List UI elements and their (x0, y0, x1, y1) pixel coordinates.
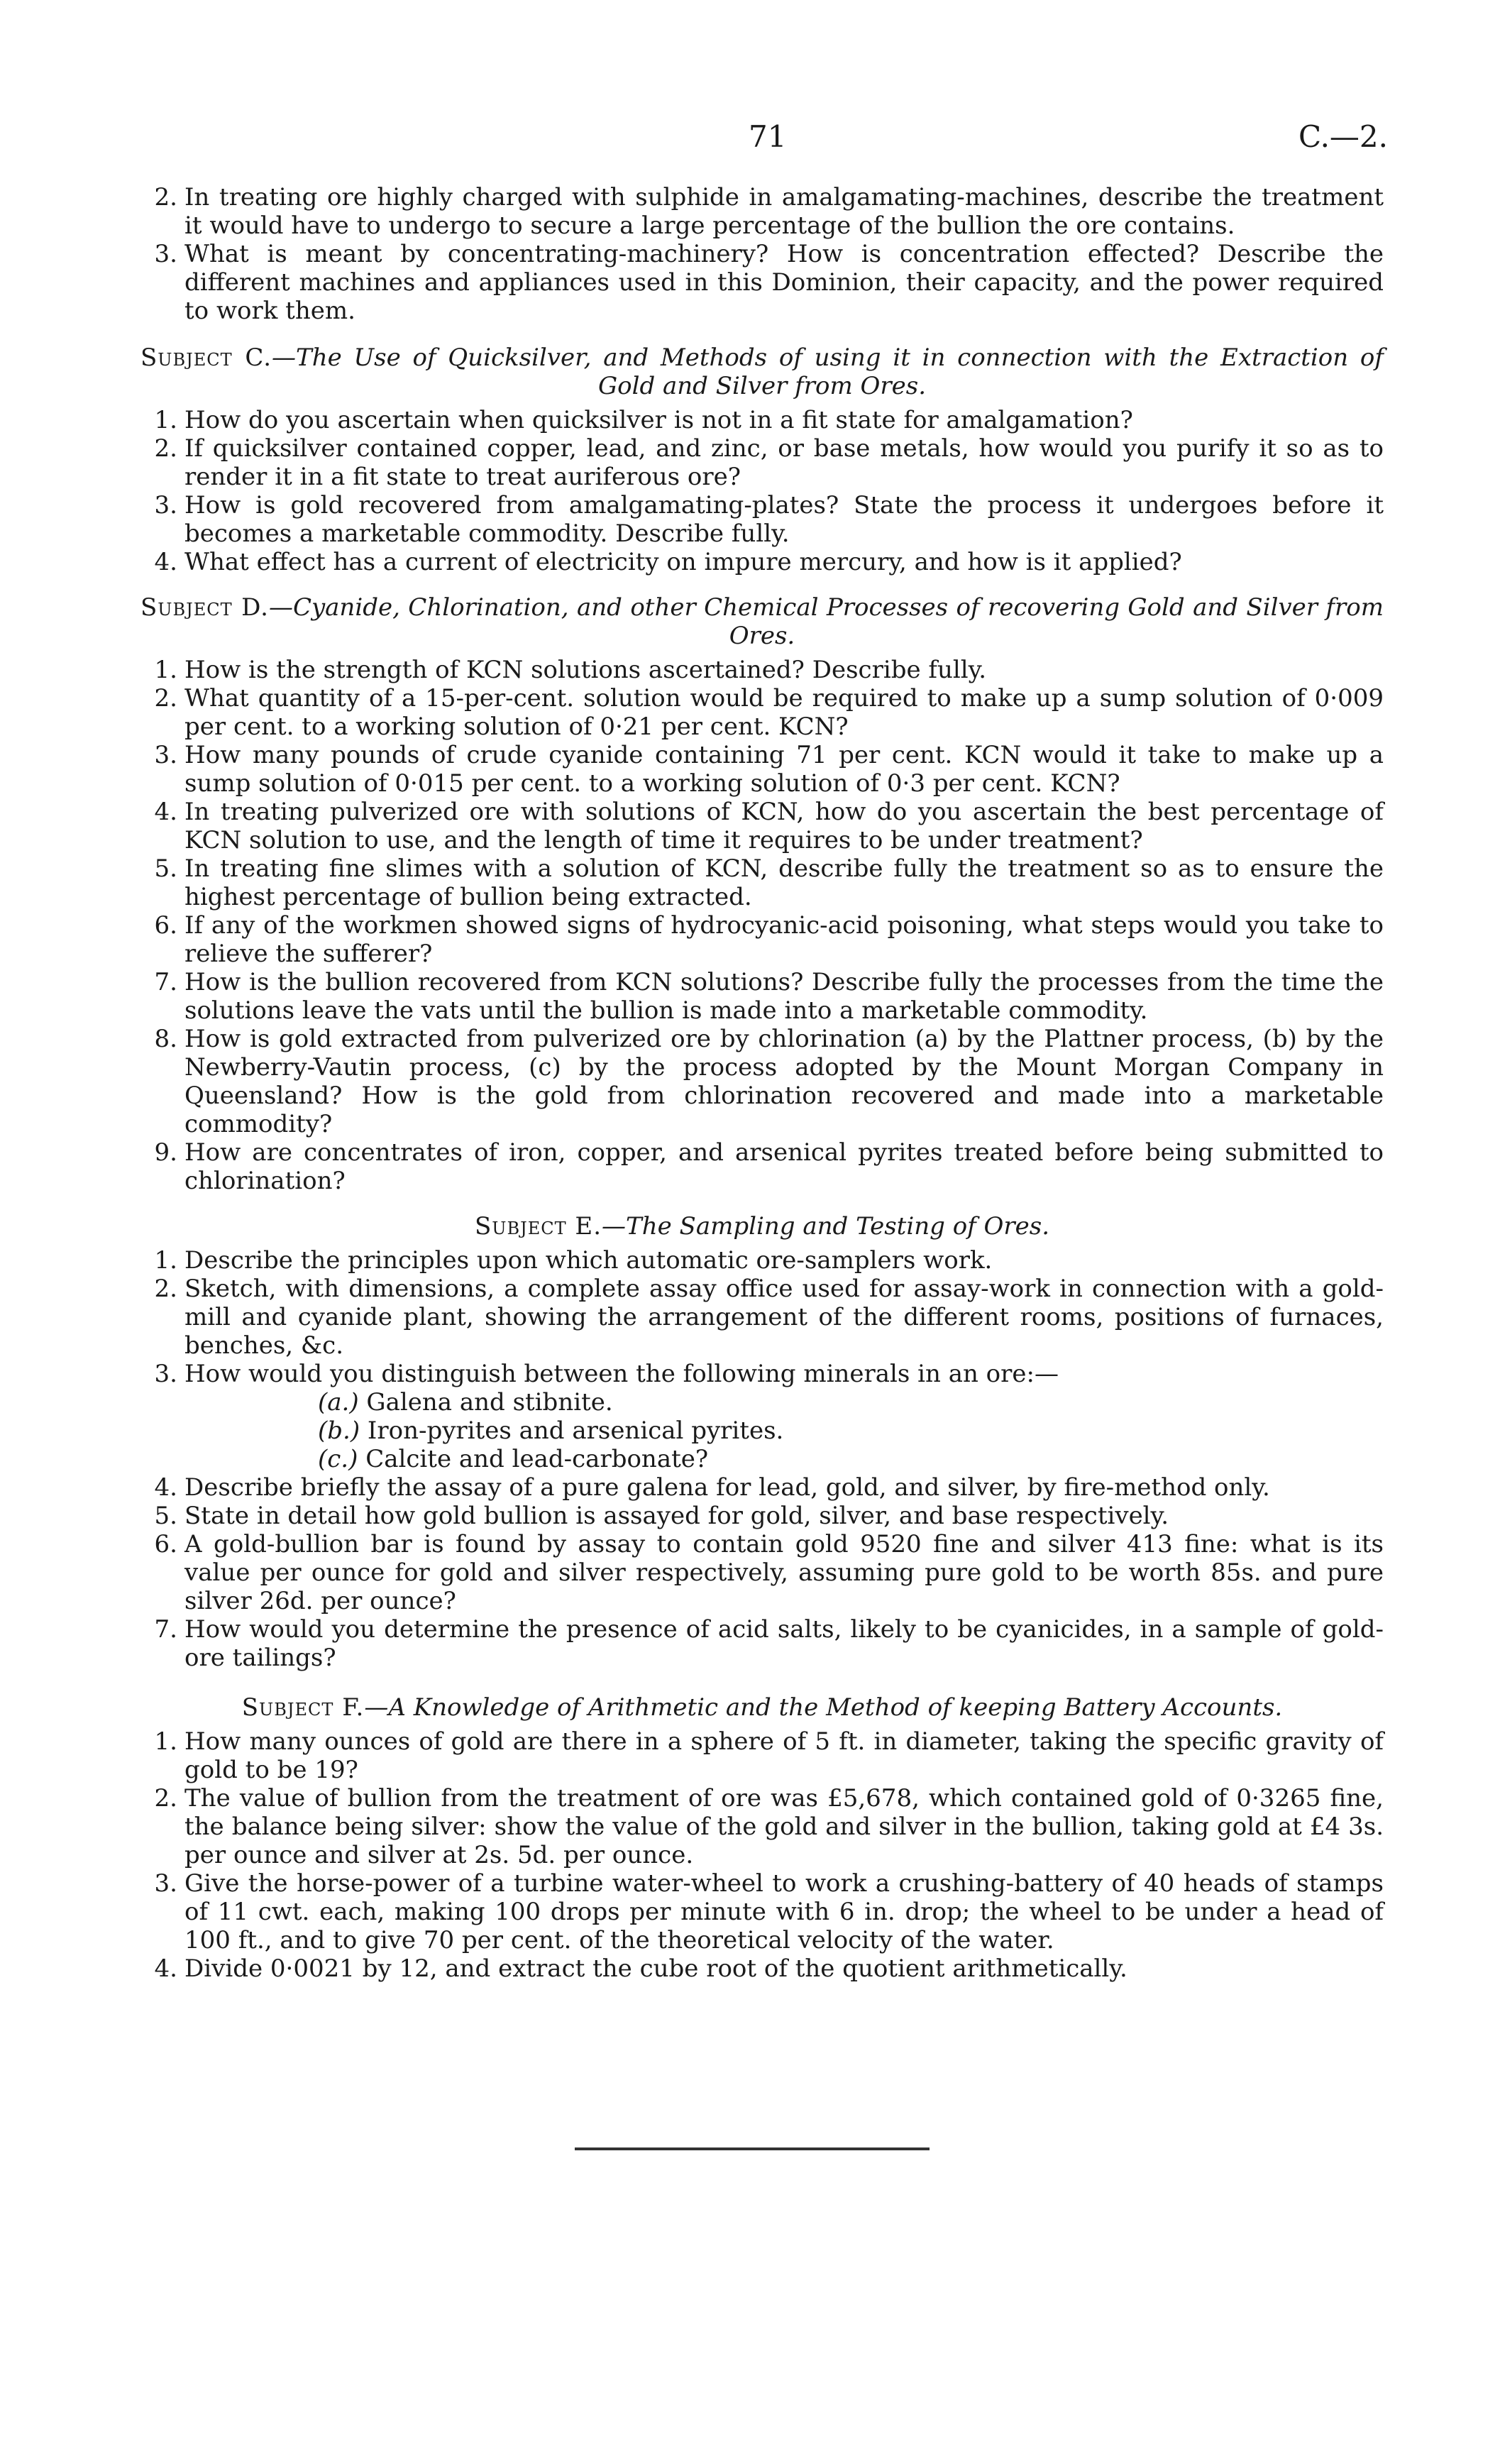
question-number: 6. (154, 911, 177, 940)
subject-label: Subject E. (474, 1212, 602, 1241)
question-number: 2. (154, 434, 177, 463)
question-text: What effect has a current of electricity on impure mercury, and how is it applied? (184, 548, 1182, 576)
question-number: 1. (154, 1727, 177, 1756)
question-number: 4. (154, 1954, 177, 1983)
question-number: 4. (154, 548, 177, 576)
subject-title: —The Sampling and Testing of Ores. (602, 1212, 1050, 1241)
question-item (140, 656, 1384, 684)
sub-item (140, 1388, 1384, 1417)
page-number: 71 (749, 119, 787, 154)
sub-item-label: (c.) (318, 1445, 358, 1473)
question-number: 9. (154, 1138, 177, 1167)
question-number: 2. (154, 1275, 177, 1303)
question-item (140, 1530, 1384, 1615)
question-text: How is the bullion recovered from KCN solutions? Describe fully the processes from the time the solutions leave the vats until the bullion is made into a marketable commodity. (184, 968, 1384, 1025)
question-number: 5. (154, 1502, 177, 1530)
question-text: How would you determine the presence of acid salts, likely to be cyanicides, in a sample of gold-ore tailings? (184, 1615, 1384, 1672)
question-text: How is gold recovered from amalgamating-plates? State the process it undergoes before it becomes a marketable commodity. Describe fully. (184, 491, 1384, 548)
question-text: How are concentrates of iron, copper, and arsenical pyrites treated before being submitted to chlorination? (184, 1138, 1384, 1195)
sub-item-label: (a.) (318, 1388, 359, 1417)
question-item (140, 406, 1384, 434)
end-rule-divider (575, 2147, 930, 2150)
question-item (140, 798, 1384, 854)
question-number: 1. (154, 1246, 177, 1275)
question-item (140, 1275, 1384, 1360)
question-number: 3. (154, 1869, 177, 1898)
question-text: If quicksilver contained copper, lead, and zinc, or base metals, how would you purify it so as to render it in a fit state to treat auriferous ore? (184, 434, 1384, 491)
question-text: A gold-bullion bar is found by assay to contain gold 9520 fine and silver 413 fine: what is its value per ounce for gold and silver respectively, assuming pure gold to be worth 85s. and pure silver 26d. per ounce? (184, 1530, 1384, 1615)
question-number: 7. (154, 968, 177, 996)
question-item (140, 1360, 1384, 1388)
question-item (140, 183, 1384, 240)
sub-item-text: Iron-pyrites and arsenical pyrites. (367, 1417, 784, 1445)
question-number: 3. (154, 491, 177, 519)
question-text: How many pounds of crude cyanide containing 71 per cent. KCN would it take to make up a sump solution of 0·015 per cent. to a working solution of 0·3 per cent. KCN? (184, 741, 1384, 798)
question-item (140, 1869, 1384, 1954)
question-text: In treating ore highly charged with sulphide in amalgamating-machines, describe the treatment it would have to undergo to secure a large percentage of the bullion the ore contains. (184, 183, 1384, 240)
page-header (0, 119, 1500, 162)
question-text: In treating pulverized ore with solutions of KCN, how do you ascertain the best percentage of KCN solution to use, and the length of time it requires to be under treatment? (184, 798, 1384, 854)
sub-item-label: (b.) (318, 1417, 360, 1445)
question-item (140, 434, 1384, 491)
subject-title: —A Knowledge of Arithmetic and the Method of keeping Battery Accounts. (364, 1693, 1283, 1722)
question-number: 5. (154, 854, 177, 883)
question-item (140, 1025, 1384, 1138)
question-text: Describe the principles upon which automatic ore-samplers work. (184, 1246, 993, 1275)
question-item (140, 1473, 1384, 1502)
question-text: How do you ascertain when quicksilver is not in a fit state for amalgamation? (184, 406, 1133, 434)
sub-item (140, 1445, 1384, 1473)
question-number: 2. (154, 684, 177, 713)
question-item (140, 1954, 1384, 1983)
question-text: Give the horse-power of a turbine water-wheel to work a crushing-battery of 40 heads of stamps of 11 cwt. each, making 100 drops per minute with 6 in. drop; the wheel to be under a head of 100 ft., and to give 70 per cent. of the theoretical velocity of the water. (184, 1869, 1384, 1954)
subject-label: Subject D. (140, 593, 269, 622)
question-text: If any of the workmen showed signs of hydrocyanic-acid poisoning, what steps would you take to relieve the sufferer? (184, 911, 1384, 968)
question-number: 3. (154, 240, 177, 268)
question-number: 3. (154, 1360, 177, 1388)
question-text: How is the strength of KCN solutions ascertained? Describe fully. (184, 656, 987, 684)
question-item (140, 240, 1384, 325)
subject-label: Subject C. (140, 343, 272, 372)
question-item (140, 968, 1384, 1025)
question-text: How many ounces of gold are there in a sphere of 5 ft. in diameter, taking the specific gravity of gold to be 19? (184, 1727, 1384, 1784)
question-text: The value of bullion from the treatment of ore was £5,678, which contained gold of 0·3265 fine, the balance being silver: show the value of the gold and silver in the bullion, taking gold at £4 3s. per ounce and silver at 2s. 5d. per ounce. (184, 1784, 1384, 1869)
question-item (140, 1246, 1384, 1275)
subject-e-heading (140, 1212, 1384, 1241)
question-item (140, 548, 1384, 576)
question-item (140, 911, 1384, 968)
question-text: State in detail how gold bullion is assayed for gold, silver, and base respectively. (184, 1502, 1169, 1530)
question-item (140, 854, 1384, 911)
question-text: What is meant by concentrating-machinery? How is concentration effected? Describe the different machines and appliances used in this Dominion, their capacity, and the power required to work them. (184, 240, 1384, 325)
subject-c-heading (140, 343, 1384, 400)
question-text: How would you distinguish between the following minerals in an ore:— (184, 1360, 1059, 1388)
question-item (140, 1727, 1384, 1784)
sub-item (140, 1417, 1384, 1445)
subject-d-heading (140, 593, 1384, 650)
question-text: Describe briefly the assay of a pure galena for lead, gold, and silver, by fire-method only. (184, 1473, 1270, 1502)
question-text: Sketch, with dimensions, a complete assay office used for assay-work in connection with a gold-mill and cyanide plant, showing the arrangement of the different rooms, positions of furnaces, benches, &c. (184, 1275, 1384, 1360)
subject-title: —The Use of Quicksilver, and Methods of using it in connection with the Extraction of Gold and Silver from Ores. (272, 343, 1384, 400)
question-item (140, 684, 1384, 741)
question-text: Divide 0·0021 by 12, and extract the cube root of the quotient arithmetically. (184, 1954, 1127, 1983)
question-item (140, 491, 1384, 548)
question-number: 2. (154, 183, 177, 211)
question-number: 1. (154, 656, 177, 684)
question-text: How is gold extracted from pulverized ore by chlorination (a) by the Plattner process, (b) by the Newberry-Vautin process, (c) by the process adopted by the Mount Morgan Company in Queensland? How is the gold from chlorination recovered and made into a marketable commodity? (184, 1025, 1384, 1138)
question-number: 4. (154, 1473, 177, 1502)
question-number: 7. (154, 1615, 177, 1644)
question-text: In treating fine slimes with a solution of KCN, describe fully the treatment so as to ensure the highest percentage of bullion being extracted. (184, 854, 1384, 911)
question-item (140, 1502, 1384, 1530)
document-reference: C.—2. (1298, 119, 1388, 154)
subject-label: Subject F. (241, 1693, 365, 1722)
question-number: 3. (154, 741, 177, 769)
question-number: 4. (154, 798, 177, 826)
question-number: 1. (154, 406, 177, 434)
question-number: 2. (154, 1784, 177, 1813)
question-number: 8. (154, 1025, 177, 1053)
question-text: What quantity of a 15-per-cent. solution would be required to make up a sump solution of 0·009 per cent. to a working solution of 0·21 per cent. KCN? (184, 684, 1384, 741)
question-item (140, 1784, 1384, 1869)
subject-f-heading (140, 1693, 1384, 1722)
question-item (140, 1615, 1384, 1672)
question-item (140, 1138, 1384, 1195)
subject-title: —Cyanide, Chlorination, and other Chemical Processes of recovering Gold and Silver from Ores. (268, 593, 1384, 650)
sub-item-text: Galena and stibnite. (366, 1388, 613, 1417)
sub-item-text: Calcite and lead-carbonate? (365, 1445, 709, 1473)
page-content (140, 183, 1384, 1983)
question-number: 6. (154, 1530, 177, 1558)
question-item (140, 741, 1384, 798)
